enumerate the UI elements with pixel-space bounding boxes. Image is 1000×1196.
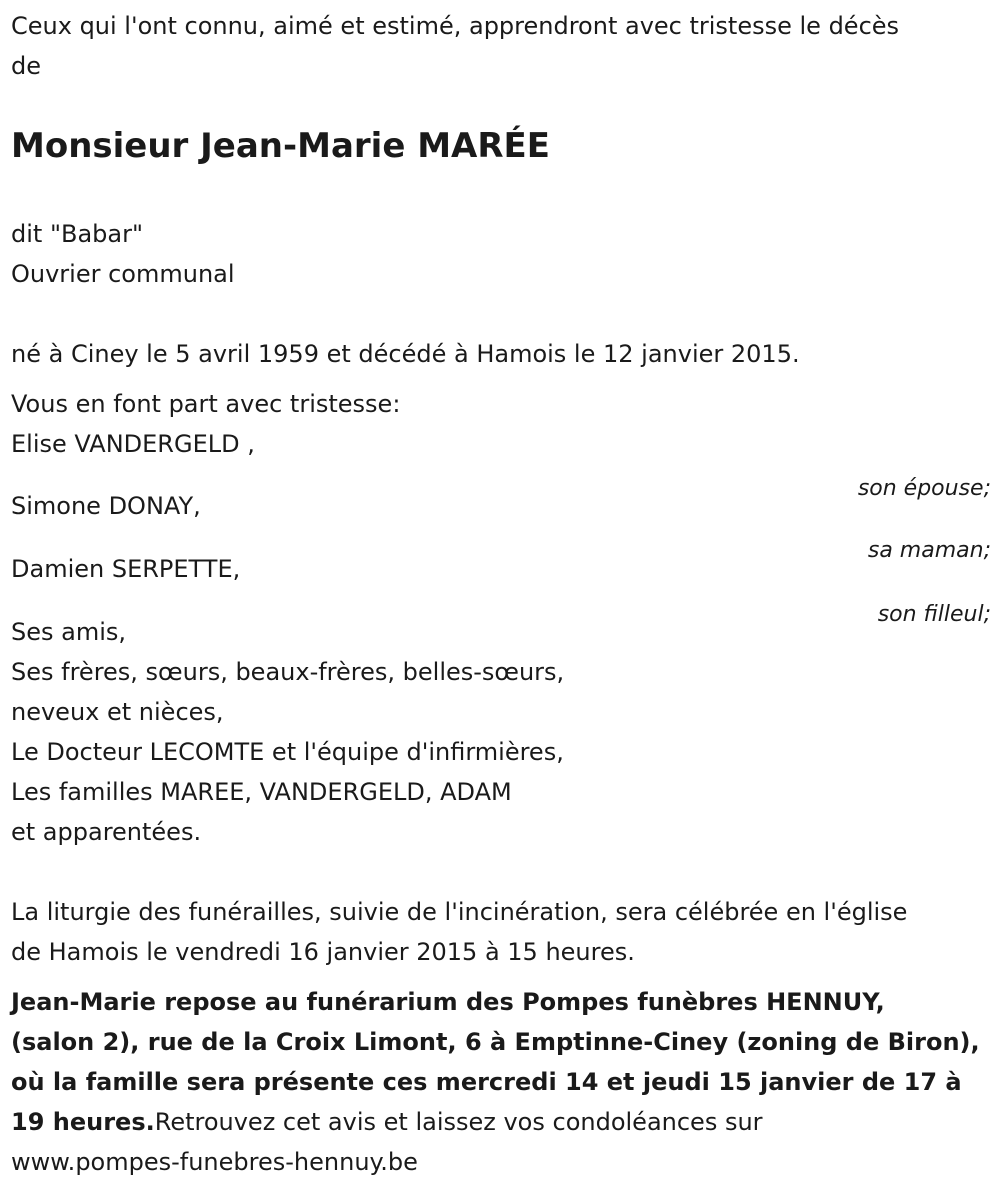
liturgy-line-2: de Hamois le vendredi 16 janvier 2015 à 15 heures. — [11, 938, 635, 966]
intro-line-1: Ceux qui l'ont connu, aimé et estimé, apprendront avec tristesse le décès — [11, 12, 900, 40]
website-link[interactable]: www.pompes-funebres-hennuy.be — [11, 1148, 418, 1176]
liturgy-line-1: La liturgie des funérailles, suivie de l'incinération, sera célébrée en l'église — [11, 898, 908, 926]
funerarium-line-2-text: (salon 2), rue de la Croix Limont, 6 à Emptinne-Ciney (zoning de Biron), — [11, 1028, 980, 1056]
funerarium-line-3 — [11, 1062, 996, 1102]
list-item: Ses frères, sœurs, beaux-frères, belles-sœurs, — [11, 658, 565, 686]
deceased-nickname: dit "Babar" — [11, 220, 143, 248]
funerarium-line-3-text: où la famille sera présente ces mercredi 14 et jeudi 15 janvier de 17 à — [11, 1068, 962, 1096]
family-member-relation: son filleul; — [877, 602, 991, 627]
family-member-name: Simone DONAY, — [11, 492, 201, 520]
list-item: Le Docteur LECOMTE et l'équipe d'infirmières, — [11, 738, 564, 766]
funerarium-line-4 — [11, 1102, 996, 1142]
announcement-line: Vous en font part avec tristesse: — [11, 390, 401, 418]
family-member-relation: son épouse; — [857, 476, 991, 501]
condolences-text: Retrouvez cet avis et laissez vos condoléances sur — [154, 1108, 763, 1136]
list-item: et apparentées. — [11, 818, 202, 846]
list-item: neveux et nièces, — [11, 698, 224, 726]
list-item: Ses amis, — [11, 618, 127, 646]
birth-death-dates: né à Ciney le 5 avril 1959 et décédé à Hamois le 12 janvier 2015. — [11, 340, 800, 368]
intro-line-2: de — [11, 52, 41, 80]
funerarium-line-1 — [11, 982, 996, 1022]
family-member-relation: sa maman; — [867, 538, 991, 563]
funerarium-line-1-text: Jean-Marie repose au funérarium des Pompes funèbres HENNUY, — [11, 988, 885, 1016]
deceased-profession: Ouvrier communal — [11, 260, 235, 288]
other-mourners-list — [11, 612, 564, 852]
intro-text — [11, 6, 899, 86]
funerarium-info — [11, 982, 996, 1142]
family-member-name: Damien SERPETTE, — [11, 555, 241, 583]
deceased-name: Monsieur Jean-Marie MARÉE — [11, 126, 551, 166]
liturgy-info — [11, 892, 907, 972]
family-member-name: Elise VANDERGELD , — [11, 430, 255, 458]
funerarium-hours-bold: 19 heures. — [11, 1108, 155, 1136]
funerarium-line-2 — [11, 1022, 996, 1062]
list-item: Les familles MAREE, VANDERGELD, ADAM — [11, 778, 512, 806]
